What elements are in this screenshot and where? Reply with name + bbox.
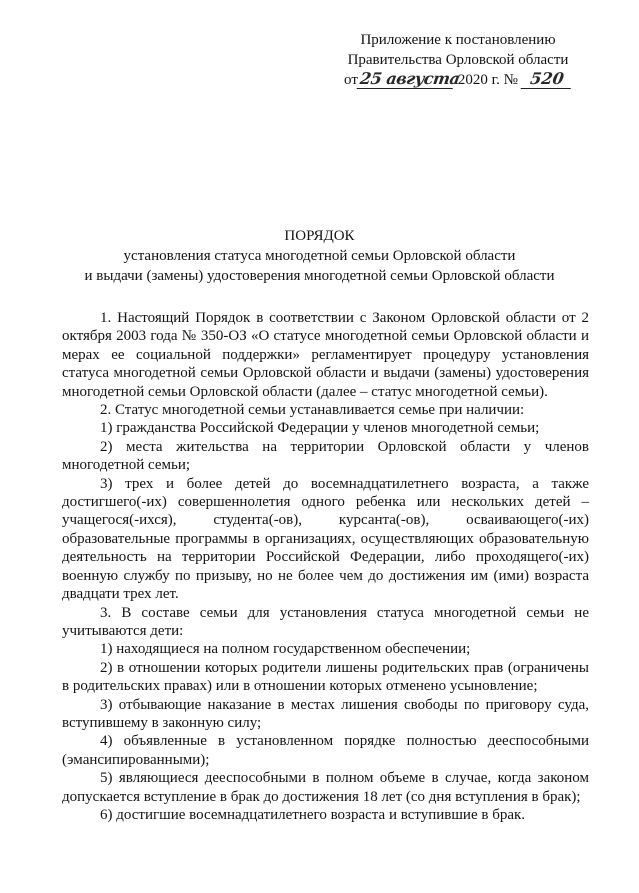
date-prefix: от	[344, 72, 358, 88]
title-subtitle-line-1: установления статуса многодетной семьи Орловской области	[123, 248, 516, 264]
paragraph-2-item-3: 3) трех и более детей до восемнадцатилетнего возраста, а также достигшего(-их) совершеннолетия одного ребенка или нескольких детей – учащегося(-ихся), студента(-ов), курсанта(-ов), осваивающего(-их) образовательные программы в организациях, осуществляющих образовательную деятельность на территории Российской Федерации, либо проходящего(-их) военную службу по призыву, но не более чем до достижения им (ими) возраста двадцати трех лет.	[62, 475, 589, 603]
title-subtitle-line-2: и выдачи (замены) удостоверения многодетной семьи Орловской области	[84, 268, 555, 284]
appendix-header	[338, 30, 578, 90]
paragraph-3-item-2: 2) в отношении которых родители лишены родительских прав (ограничены в родительских правах) или в отношении которых отменено усыновление;	[62, 659, 589, 695]
paragraph-2-item-2: 2) места жительства на территории Орловской области у членов многодетной семьи;	[62, 438, 589, 474]
paragraph-3-item-6: 6) достигшие восемнадцатилетнего возраста и вступившие в брак.	[100, 806, 526, 823]
paragraph-3-item-5: 5) являющиеся дееспособными в полном объеме в случае, когда законом допускается вступление в брак до достижения 18 лет (со дня вступления в брак);	[62, 770, 589, 805]
appendix-date-line	[338, 70, 578, 90]
document-body	[62, 309, 589, 824]
paragraph-3-item-1: 1) находящиеся на полном государственном обеспечении;	[100, 641, 471, 658]
paragraph-3-item-4: 4) объявленные в установленном порядке полностью дееспособными (эмансипированными);	[62, 733, 589, 768]
handwritten-number: 520	[521, 70, 574, 89]
paragraph-2-item-1: 1) гражданства Российской Федерации у членов многодетной семьи;	[100, 420, 540, 437]
year-and-number-label: 2020 г. №	[457, 72, 518, 88]
appendix-line-2: Правительства Орловской области	[347, 52, 569, 68]
title-heading: ПОРЯДОК	[284, 228, 355, 244]
paragraph-1: 1. Настоящий Порядок в соответствии с Законом Орловской области от 2 октября 2003 года № 350-ОЗ «О статусе многодетной семьи Орловской области и мерах ее социальной поддержки» регламентирует процедуру установления статуса многодетной семьи Орловской области и выдачи (замены) удостоверения многодетной семьи Орловской области (далее – статус многодетной семьи).	[62, 310, 589, 400]
paragraph-3: 3. В составе семьи для установления статуса многодетной семьи не учитываются дети:	[62, 604, 589, 639]
paragraph-3-item-3: 3) отбывающие наказание в местах лишения свободы по приговору суда, вступившему в законную силу;	[62, 696, 589, 731]
paragraph-2: 2. Статус многодетной семьи устанавливается семье при наличии:	[100, 402, 525, 419]
handwritten-date: 25 августа	[357, 70, 456, 89]
appendix-line-1: Приложение к постановлению	[360, 32, 556, 48]
document-title	[0, 226, 639, 286]
